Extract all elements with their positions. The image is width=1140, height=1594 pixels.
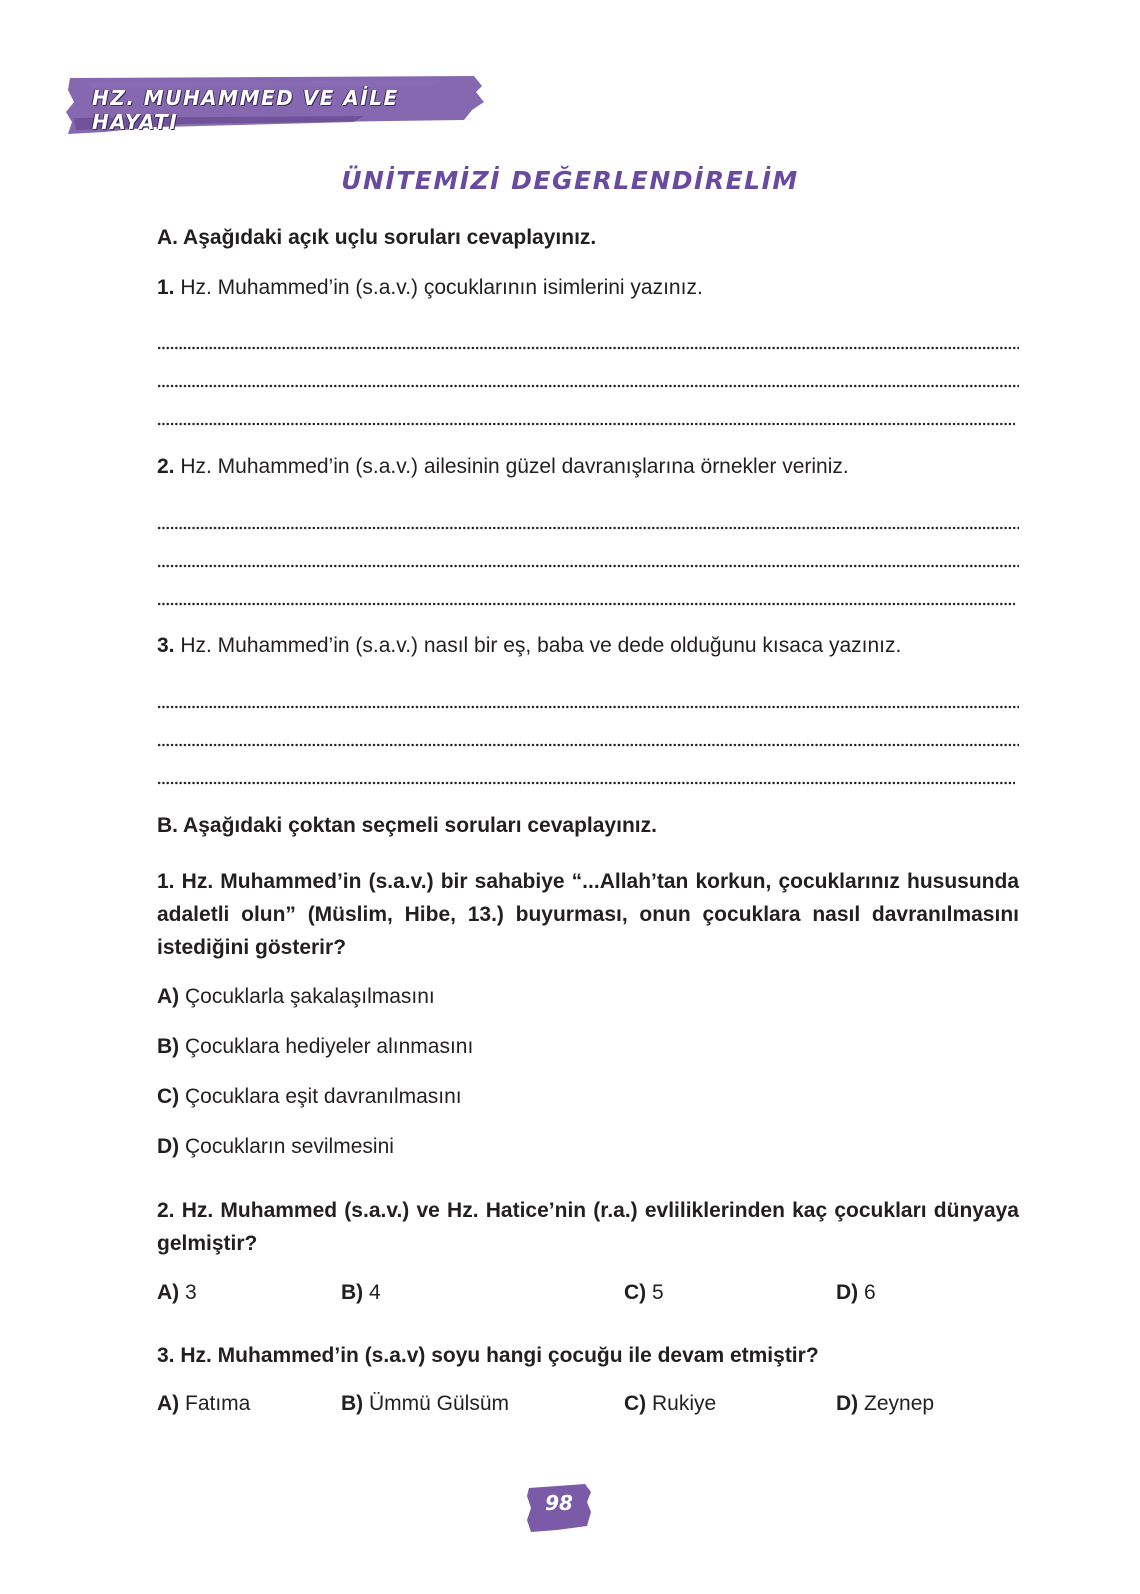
mc3-option-c[interactable]: [624, 1392, 716, 1416]
option-text: 5: [646, 1281, 664, 1304]
option-text: Rukiye: [646, 1392, 717, 1415]
open-question-1: [157, 276, 703, 300]
option-letter: A): [157, 985, 180, 1008]
option-text: Çocuklarla şakalaşılmasını: [179, 985, 435, 1008]
option-letter: D): [836, 1392, 859, 1415]
answer-line[interactable]: [157, 384, 1019, 388]
answer-line[interactable]: [157, 422, 1015, 426]
mc2-option-d[interactable]: [836, 1281, 876, 1305]
option-letter: C): [157, 1085, 180, 1108]
option-letter: A): [157, 1281, 180, 1304]
option-text: Fatıma: [179, 1392, 251, 1415]
answer-line[interactable]: [157, 602, 1015, 606]
unit-title: ÜNİTEMİZİ DEĞERLENDİRELİM: [341, 166, 799, 195]
option-text: 4: [363, 1281, 381, 1304]
chapter-banner: [64, 72, 484, 134]
mc1-option-a[interactable]: [157, 985, 435, 1009]
question-text: Hz. Muhammed’in (s.a.v.) çocuklarının isimlerini yazınız.: [174, 276, 703, 299]
option-letter: C): [624, 1392, 647, 1415]
mc-question-2: 2. Hz. Muhammed (s.a.v.) ve Hz. Hatice’nin (r.a.) evliliklerinden kaç çocukları dünyaya gelmiştir?: [157, 1199, 1019, 1255]
page-number: 98: [545, 1491, 573, 1515]
mc-question-3: 3. Hz. Muhammed’in (s.a.v) soyu hangi çocuğu ile devam etmiştir?: [157, 1344, 819, 1367]
option-text: Zeynep: [858, 1392, 935, 1415]
section-b-heading: B. Aşağıdaki çoktan seçmeli soruları cevaplayınız.: [157, 814, 657, 837]
open-question-2: [157, 455, 849, 479]
option-text: Çocuklara hediyeler alınmasını: [179, 1035, 474, 1058]
mc1-option-d[interactable]: [157, 1135, 394, 1159]
option-text: Çocukların sevilmesini: [179, 1135, 394, 1158]
mc-question-1: 1. Hz. Muhammed’in (s.a.v.) bir sahabiye “...Allah’tan korkun, çocuklarınız hususunda adaletli olun” (Müslim, Hibe, 13.) buyurması, onun çocuklara nasıl davranılmasını istediğini gösterir?: [157, 870, 1019, 959]
mc2-option-c[interactable]: [624, 1281, 664, 1305]
question-number: 2.: [157, 455, 175, 478]
answer-line[interactable]: [157, 564, 1019, 568]
question-text: Hz. Muhammed’in (s.a.v.) ailesinin güzel davranışlarına örnekler veriniz.: [174, 455, 849, 478]
mc1-option-c[interactable]: [157, 1085, 462, 1109]
question-number: 1.: [157, 276, 175, 299]
answer-line[interactable]: [157, 705, 1019, 709]
question-text: Hz. Muhammed’in (s.a.v.) nasıl bir eş, baba ve dede olduğunu kısaca yazınız.: [174, 634, 902, 657]
option-letter: D): [836, 1281, 859, 1304]
option-text: Çocuklara eşit davranılmasını: [179, 1085, 462, 1108]
question-number: 3.: [157, 634, 175, 657]
chapter-title: HZ. MUHAMMED VE AİLE HAYATI: [92, 86, 399, 134]
page-number-badge: [527, 1482, 591, 1532]
option-letter: B): [341, 1392, 364, 1415]
answer-line[interactable]: [157, 743, 1019, 747]
open-question-3: [157, 634, 901, 658]
option-text: 3: [179, 1281, 197, 1304]
option-letter: C): [624, 1281, 647, 1304]
answer-line[interactable]: [157, 781, 1015, 785]
mc1-option-b[interactable]: [157, 1035, 473, 1059]
mc2-option-a[interactable]: [157, 1281, 197, 1305]
answer-line[interactable]: [157, 526, 1019, 530]
mc2-option-b[interactable]: [341, 1281, 381, 1305]
option-letter: B): [341, 1281, 364, 1304]
mc3-option-d[interactable]: [836, 1392, 934, 1416]
answer-line[interactable]: [157, 346, 1019, 350]
option-letter: D): [157, 1135, 180, 1158]
option-letter: A): [157, 1392, 180, 1415]
option-text: Ümmü Gülsüm: [363, 1392, 510, 1415]
section-a-heading: A. Aşağıdaki açık uçlu soruları cevaplayınız.: [157, 226, 597, 249]
mc3-option-a[interactable]: [157, 1392, 250, 1416]
option-text: 6: [858, 1281, 876, 1304]
mc3-option-b[interactable]: [341, 1392, 509, 1416]
option-letter: B): [157, 1035, 180, 1058]
